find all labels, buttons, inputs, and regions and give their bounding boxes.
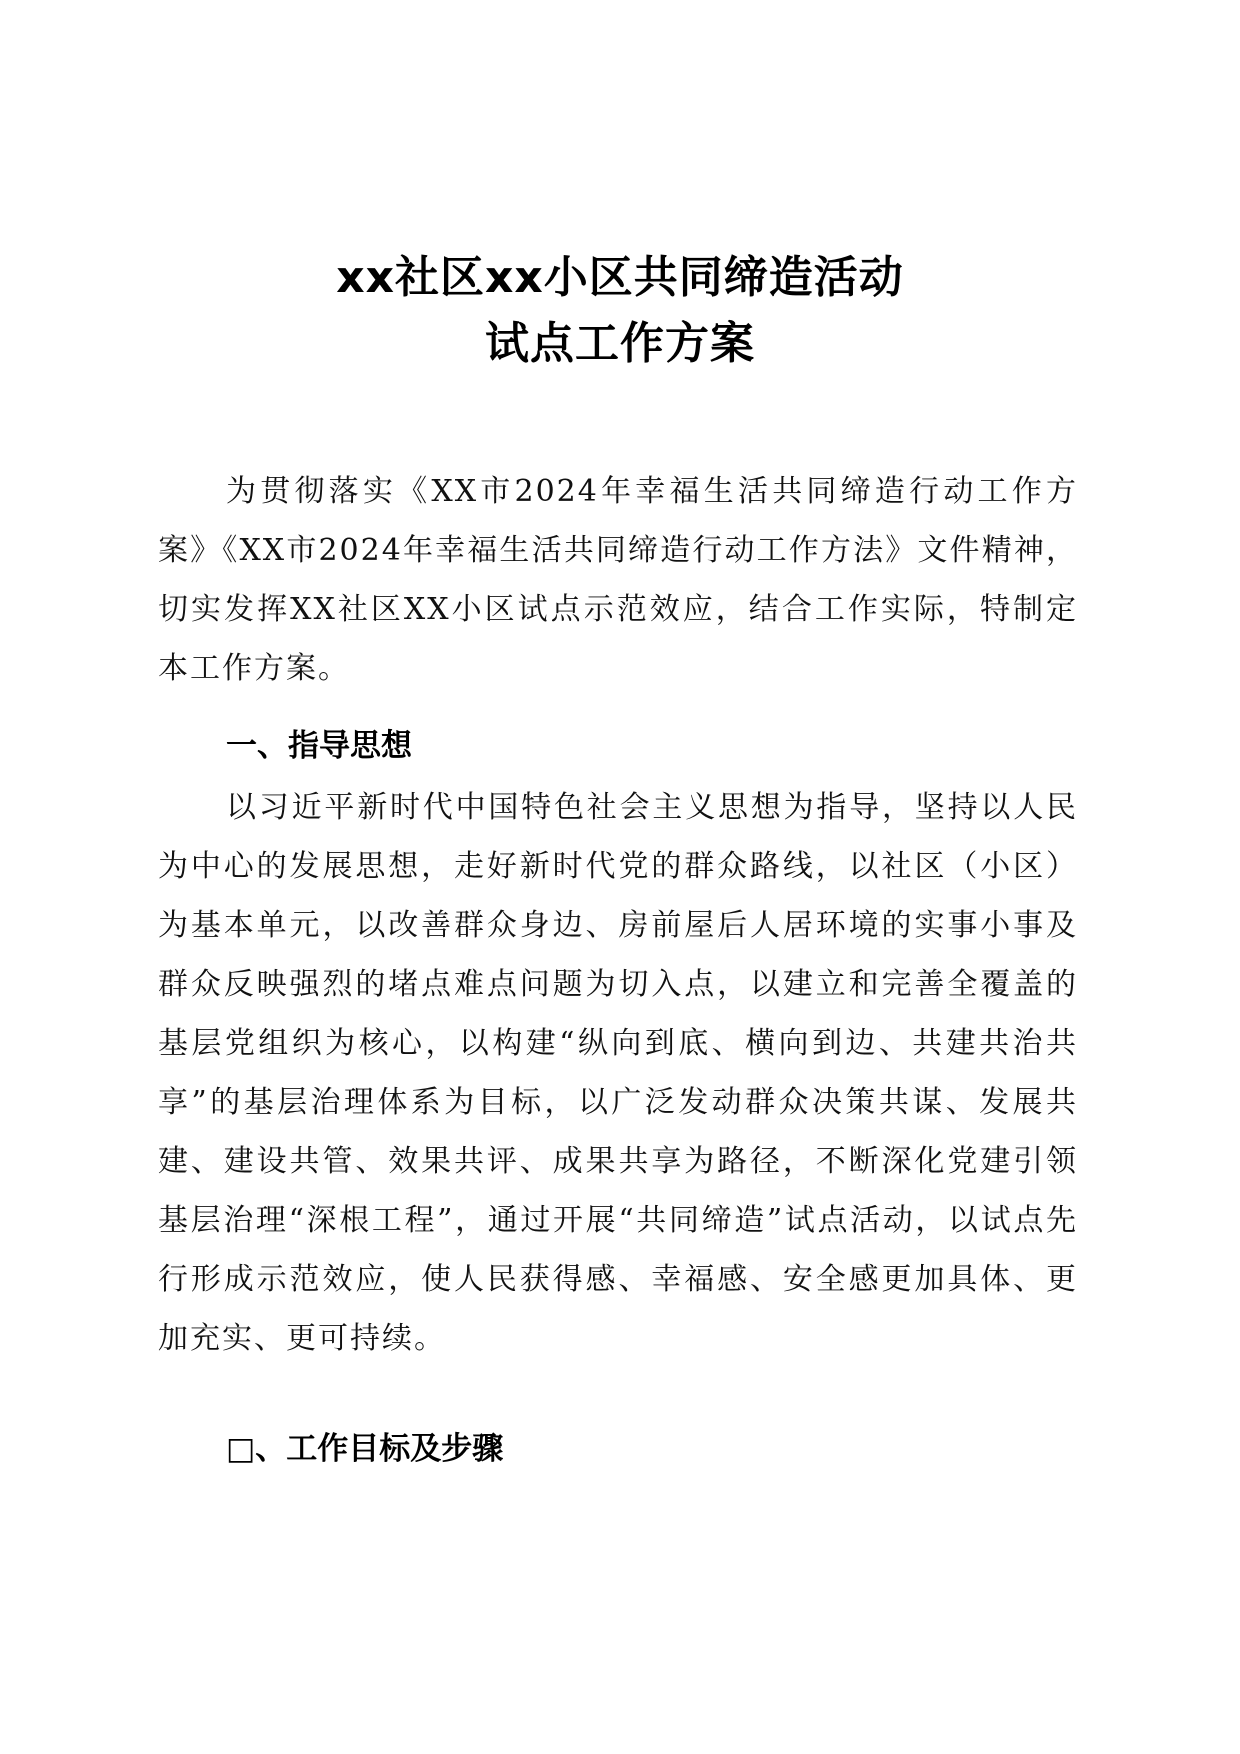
title-line-2: 试点工作方案 [485, 318, 755, 369]
title-line-1: xx社区xx小区共同缔造活动 [336, 252, 904, 303]
section-heading-goals-and-steps: □、工作目标及步骤 [226, 1431, 504, 1467]
intro-paragraph: 为贯彻落实《XX市2024年幸福生活共同缔造行动工作方案》《XX市2024年幸福生活共同缔造行动工作方法》文件精神，切实发挥XX社区XX小区试点示范效应，结合工作实际，特制定本工作方案。 [158, 474, 1078, 686]
document-title [0, 245, 1240, 377]
guiding-ideology-paragraph: 以习近平新时代中国特色社会主义思想为指导，坚持以人民为中心的发展思想，走好新时代党的群众路线，以社区（小区）为基本单元，以改善群众身边、房前屋后人居环境的实事小事及群众反映强烈的堵点难点问题为切入点，以建立和完善全覆盖的基层党组织为核心，以构建“纵向到底、横向到边、共建共治共享”的基层治理体系为目标，以广泛发动群众决策共谋、发展共建、建设共管、效果共评、成果共享为路径，不断深化党建引领基层治理“深根工程”，通过开展“共同缔造”试点活动，以试点先行形成示范效应，使人民获得感、幸福感、安全感更加具体、更加充实、更可持续。 [158, 790, 1078, 1356]
section-heading-guiding-ideology: 一、指导思想 [226, 728, 412, 764]
